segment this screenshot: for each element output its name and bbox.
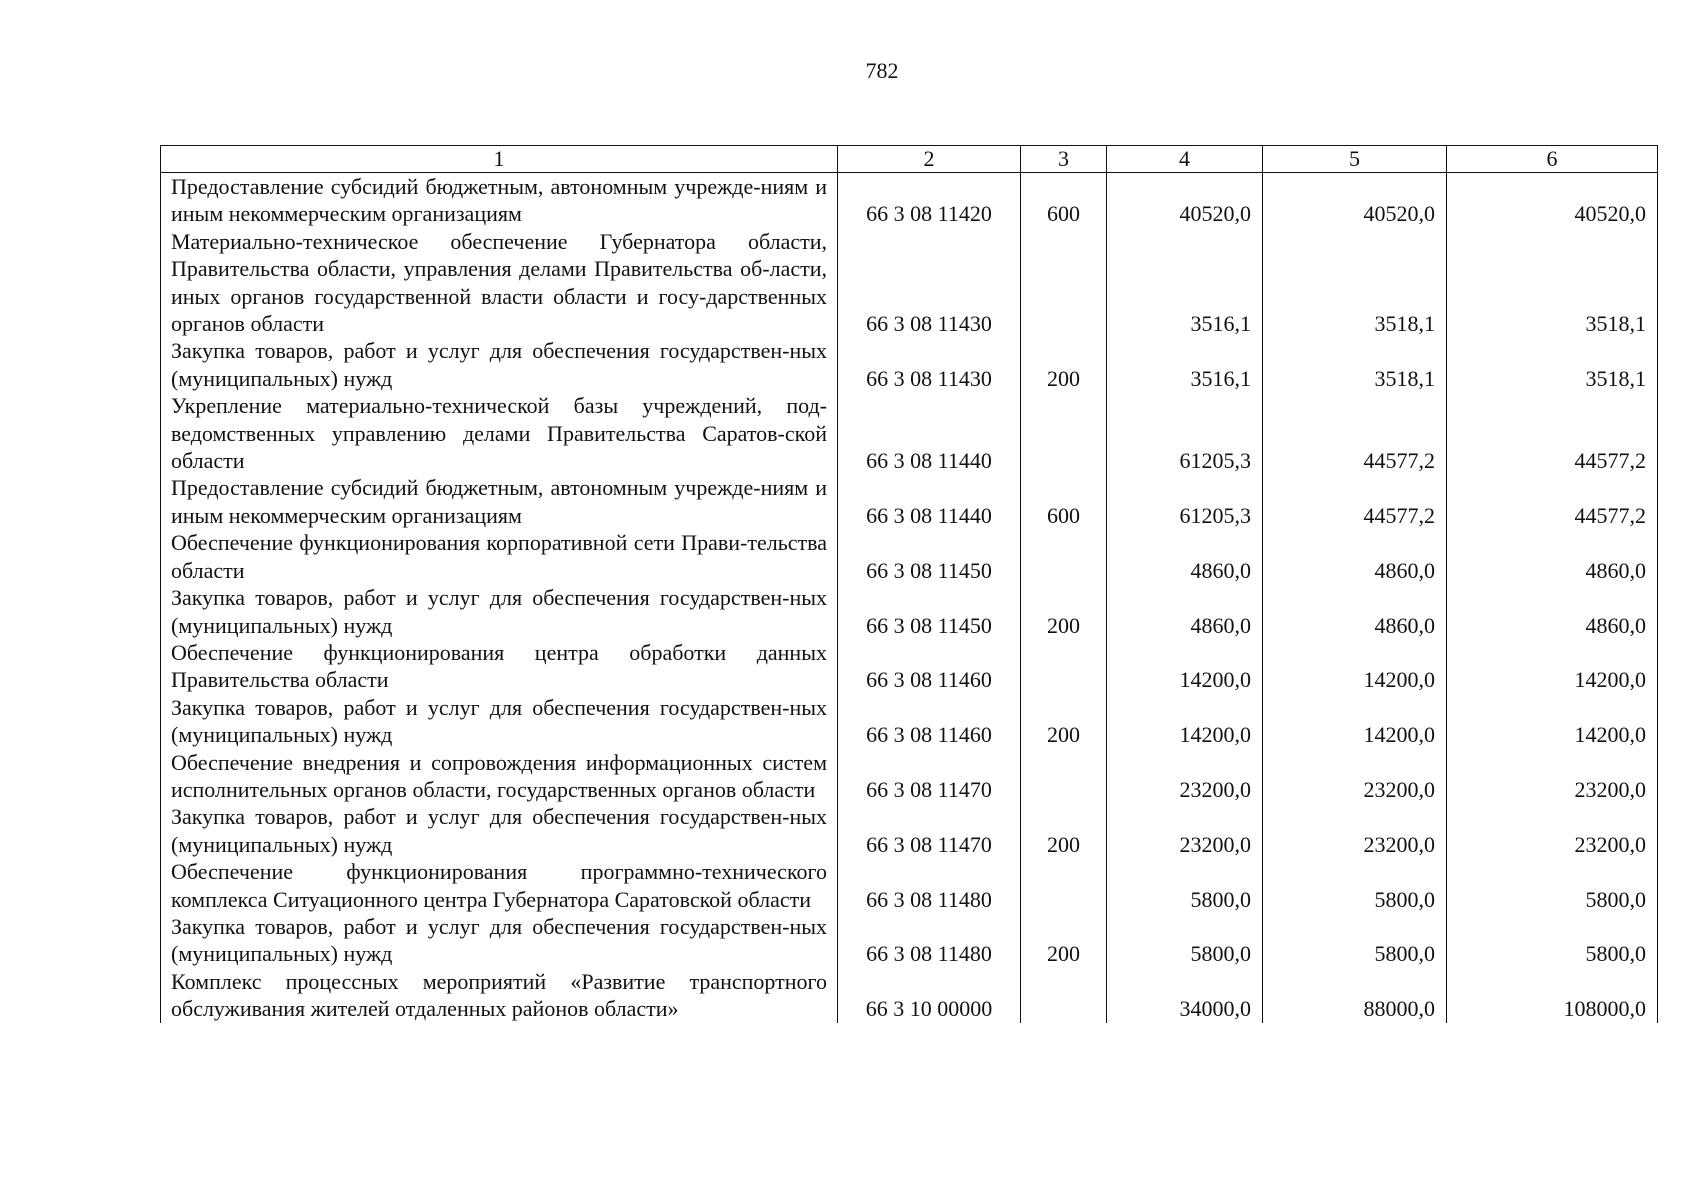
- row-code: 66 3 08 11450: [838, 529, 1021, 584]
- row-value-4: 23200,0: [1107, 803, 1263, 858]
- row-description: Закупка товаров, работ и услуг для обеспечения государствен-ных (муниципальных) нужд: [161, 913, 838, 968]
- row-expense-type: 200: [1021, 337, 1107, 392]
- row-code: 66 3 08 11470: [838, 803, 1021, 858]
- row-description: Обеспечение функционирования корпоративной сети Прави-тельства области: [161, 529, 838, 584]
- row-value-6: 108000,0: [1447, 968, 1658, 1023]
- row-value-5: 4860,0: [1263, 584, 1447, 639]
- row-value-6: 4860,0: [1447, 584, 1658, 639]
- row-value-4: 3516,1: [1107, 337, 1263, 392]
- row-value-6: 3518,1: [1447, 337, 1658, 392]
- row-value-6: 5800,0: [1447, 858, 1658, 913]
- row-expense-type: 200: [1021, 913, 1107, 968]
- row-code: 66 3 08 11420: [838, 173, 1021, 228]
- row-value-5: 3518,1: [1263, 228, 1447, 338]
- table-row: [161, 694, 1658, 749]
- row-value-6: 40520,0: [1447, 173, 1658, 228]
- row-value-5: 44577,2: [1263, 474, 1447, 529]
- budget-table: [160, 145, 1658, 1023]
- row-value-5: 44577,2: [1263, 392, 1447, 474]
- row-description: Закупка товаров, работ и услуг для обеспечения государствен-ных (муниципальных) нужд: [161, 803, 838, 858]
- row-expense-type: [1021, 392, 1107, 474]
- row-description: Материально-техническое обеспечение Губернатора области, Правительства области, управления делами Правительства об-ласти, иных органов государственной власти области и госу-дарственных органов области: [161, 228, 838, 338]
- table-row: [161, 584, 1658, 639]
- table-row: [161, 228, 1658, 338]
- row-description: Предоставление субсидий бюджетным, автономным учрежде-ниям и иным некоммерческим организациям: [161, 173, 838, 228]
- row-value-5: 40520,0: [1263, 173, 1447, 228]
- row-description: Комплекс процессных мероприятий «Развитие транспортного обслуживания жителей отдаленных районов области»: [161, 968, 838, 1023]
- row-value-5: 23200,0: [1263, 749, 1447, 804]
- row-code: 66 3 08 11460: [838, 694, 1021, 749]
- table-row: [161, 803, 1658, 858]
- table-row: [161, 749, 1658, 804]
- row-value-4: 5800,0: [1107, 858, 1263, 913]
- row-expense-type: [1021, 858, 1107, 913]
- table-row: [161, 639, 1658, 694]
- row-description: Закупка товаров, работ и услуг для обеспечения государствен-ных (муниципальных) нужд: [161, 694, 838, 749]
- page-number: 782: [865, 58, 899, 83]
- row-value-4: 61205,3: [1107, 392, 1263, 474]
- row-value-4: 14200,0: [1107, 639, 1263, 694]
- col-header-5: 5: [1263, 146, 1447, 173]
- row-code: 66 3 08 11480: [838, 913, 1021, 968]
- row-code: 66 3 08 11430: [838, 337, 1021, 392]
- row-value-6: 44577,2: [1447, 474, 1658, 529]
- row-description: Обеспечение функционирования программно-технического комплекса Ситуационного центра Губернатора Саратовской области: [161, 858, 838, 913]
- col-header-4: 4: [1107, 146, 1263, 173]
- row-value-4: 4860,0: [1107, 584, 1263, 639]
- row-description: Закупка товаров, работ и услуг для обеспечения государствен-ных (муниципальных) нужд: [161, 584, 838, 639]
- col-header-6: 6: [1447, 146, 1658, 173]
- row-value-6: 3518,1: [1447, 228, 1658, 338]
- row-value-6: 14200,0: [1447, 639, 1658, 694]
- row-code: 66 3 08 11450: [838, 584, 1021, 639]
- row-code: 66 3 08 11480: [838, 858, 1021, 913]
- row-expense-type: 600: [1021, 173, 1107, 228]
- row-value-6: 5800,0: [1447, 913, 1658, 968]
- row-value-5: 3518,1: [1263, 337, 1447, 392]
- row-value-5: 5800,0: [1263, 913, 1447, 968]
- table-row: [161, 392, 1658, 474]
- row-description: Обеспечение внедрения и сопровождения информационных систем исполнительных органов области, государственных органов области: [161, 749, 838, 804]
- row-description: Закупка товаров, работ и услуг для обеспечения государствен-ных (муниципальных) нужд: [161, 337, 838, 392]
- row-expense-type: 200: [1021, 694, 1107, 749]
- row-value-6: 44577,2: [1447, 392, 1658, 474]
- header-row: [161, 146, 1658, 173]
- row-code: 66 3 08 11430: [838, 228, 1021, 338]
- row-value-5: 5800,0: [1263, 858, 1447, 913]
- table-row: [161, 968, 1658, 1023]
- row-expense-type: 200: [1021, 803, 1107, 858]
- row-code: 66 3 10 00000: [838, 968, 1021, 1023]
- row-description: Предоставление субсидий бюджетным, автономным учрежде-ниям и иным некоммерческим организациям: [161, 474, 838, 529]
- row-expense-type: [1021, 639, 1107, 694]
- row-value-4: 61205,3: [1107, 474, 1263, 529]
- row-value-6: 4860,0: [1447, 529, 1658, 584]
- row-value-6: 23200,0: [1447, 803, 1658, 858]
- col-header-1: 1: [161, 146, 838, 173]
- row-expense-type: 600: [1021, 474, 1107, 529]
- row-expense-type: [1021, 228, 1107, 338]
- col-header-2: 2: [838, 146, 1021, 173]
- row-value-4: 14200,0: [1107, 694, 1263, 749]
- row-description: Укрепление материально-технической базы учреждений, под-ведомственных управлению делами Правительства Саратов-ской области: [161, 392, 838, 474]
- row-expense-type: [1021, 529, 1107, 584]
- table-row: [161, 529, 1658, 584]
- row-value-4: 23200,0: [1107, 749, 1263, 804]
- row-value-4: 34000,0: [1107, 968, 1263, 1023]
- row-value-5: 14200,0: [1263, 639, 1447, 694]
- row-code: 66 3 08 11440: [838, 474, 1021, 529]
- row-value-5: 88000,0: [1263, 968, 1447, 1023]
- table-header: [161, 146, 1658, 173]
- row-expense-type: 200: [1021, 584, 1107, 639]
- row-value-6: 14200,0: [1447, 694, 1658, 749]
- table-row: [161, 173, 1658, 228]
- row-value-5: 23200,0: [1263, 803, 1447, 858]
- row-description: Обеспечение функционирования центра обработки данных Правительства области: [161, 639, 838, 694]
- row-code: 66 3 08 11470: [838, 749, 1021, 804]
- table-row: [161, 474, 1658, 529]
- row-value-4: 40520,0: [1107, 173, 1263, 228]
- table-row: [161, 337, 1658, 392]
- row-code: 66 3 08 11460: [838, 639, 1021, 694]
- col-header-3: 3: [1021, 146, 1107, 173]
- row-expense-type: [1021, 749, 1107, 804]
- table-row: [161, 913, 1658, 968]
- table-body: [161, 173, 1658, 1023]
- row-value-4: 5800,0: [1107, 913, 1263, 968]
- row-value-5: 14200,0: [1263, 694, 1447, 749]
- row-expense-type: [1021, 968, 1107, 1023]
- table-row: [161, 858, 1658, 913]
- row-value-6: 23200,0: [1447, 749, 1658, 804]
- row-code: 66 3 08 11440: [838, 392, 1021, 474]
- row-value-4: 4860,0: [1107, 529, 1263, 584]
- row-value-5: 4860,0: [1263, 529, 1447, 584]
- row-value-4: 3516,1: [1107, 228, 1263, 338]
